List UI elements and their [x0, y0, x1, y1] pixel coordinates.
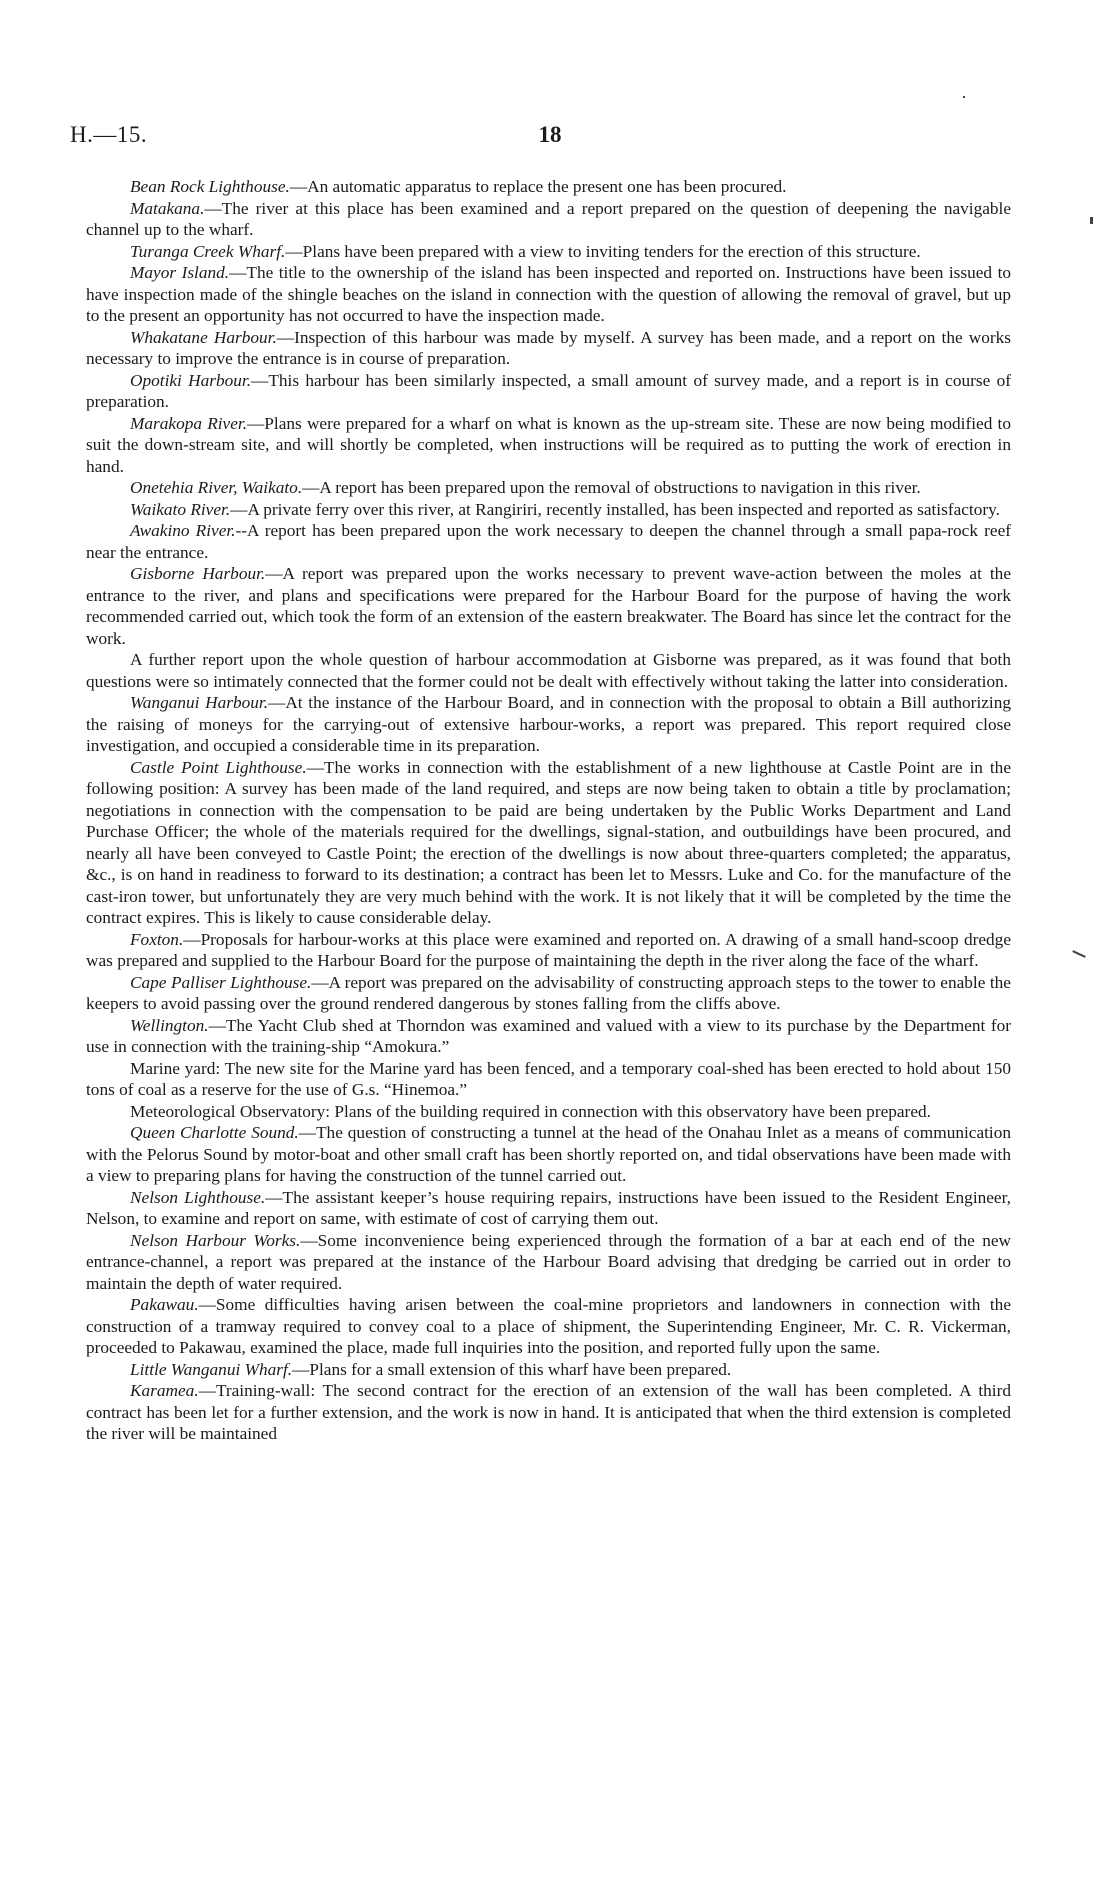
- paragraph-text: —An automatic apparatus to replace the present one has been procured.: [289, 177, 787, 196]
- scan-speck: [1090, 217, 1093, 224]
- paragraph-heading: Castle Point Lighthouse.: [130, 757, 307, 777]
- paragraph-text: —At the instance of the Harbour Board, and in connection with the proposal to obtain a Bill authorizing the raising of moneys for the carrying-out of extensive harbour-works, a report was prepared. This report required close investigation, and occupied a considerable time in its preparation.: [86, 693, 1011, 755]
- paragraph-text: —Inspection of this harbour was made by myself. A survey has been made, and a report on the works necessary to improve the entrance is in course of preparation.: [86, 327, 1011, 368]
- paragraph: [86, 477, 1011, 499]
- document-reference: H.—15.: [70, 122, 148, 147]
- paragraph-text: —A report was prepared upon the works necessary to prevent wave-action between the moles at the entrance to the river, and plans and specifications were prepared for the Harbour Board for the purpose of having the work recommended carried out, which took the form of an extension of the eastern breakwater. The Board has since let the contract for the work.: [86, 564, 1011, 648]
- paragraph-text: —The river at this place has been examined and a report prepared on the question of deepening the navigable channel up to the wharf.: [86, 198, 1011, 239]
- page-header: [70, 122, 562, 152]
- scan-speck: [963, 96, 965, 98]
- paragraph-heading: Whakatane Harbour.: [130, 327, 277, 347]
- paragraph-text: —Some inconvenience being experienced through the formation of a bar at each end of the new entrance-channel, a report was prepared at the instance of the Harbour Board advising that dredging be carried out in order to maintain the depth of water required.: [86, 1230, 1011, 1293]
- paragraph-text: —Plans have been prepared with a view to inviting tenders for the erection of this structure.: [285, 241, 921, 261]
- paragraph-text: —A report has been prepared upon the removal of obstructions to navigation in this river.: [302, 478, 921, 497]
- paragraph-text: Marine yard: The new site for the Marine yard has been fenced, and a temporary coal-shed has been erected to hold about 150 tons of coal as a reserve for the use of G.s. “Hinemoa.”: [86, 1058, 1011, 1099]
- paragraph: [86, 757, 1011, 929]
- paragraph-text: —The works in connection with the establishment of a new lighthouse at Castle Point are in the following position: A survey has been made of the land required, and steps are now being taken to obtain a title by proclamation; negotiations in connection with the compensation to be paid are being undertaken by the Public Works Department and Land Purchase Officer; the whole of the materials required for the dwellings, signal-station, and outbuildings have been procured, and nearly all have been conveyed to Castle Point; the erection of the dwellings is now about three-quarters completed; the apparatus, &c., is on hand in readiness to forward to its destination; a contract has been let to Messrs. Luke and Co. for the manufacture of the cast-iron tower, but unfortunately they are very much behind with the work. It is not likely that it will be completed by the time the contract expires. This is likely to cause considerable delay.: [86, 757, 1011, 927]
- paragraph: [86, 499, 1011, 521]
- paragraph-heading: Waikato River.: [130, 499, 231, 519]
- paragraph-heading: Little Wanganui Wharf.: [130, 1359, 293, 1379]
- paragraph-text: —Plans were prepared for a wharf on what is known as the up-stream site. These are now being modified to suit the down-stream site, and will shortly be completed, when instructions will be required as to putting the work of erection in hand.: [86, 413, 1011, 476]
- paragraph-heading: Karamea.: [130, 1381, 199, 1400]
- paragraph-text: —The Yacht Club shed at Thorndon was examined and valued with a view to its purchase by the Department for use in connection with the training-ship “Amokura.”: [86, 1015, 1011, 1056]
- paragraph-text: —A private ferry over this river, at Rangiriri, recently installed, has been inspected and reported as satisfactory.: [230, 499, 1000, 519]
- paragraph: [86, 1380, 1011, 1445]
- paragraph-text: —Training-wall: The second contract for the erection of an extension of the wall has been completed. A third contract has been let for a further extension, and the work is now in hand. It is anticipated that when the third extension is completed the river will be maintained: [86, 1381, 1011, 1443]
- paragraph-text: A further report upon the whole question of harbour accommodation at Gisborne was prepared, as it was found that both questions were so intimately connected that the former could not be dealt with effectively without taking the latter into consideration.: [86, 650, 1011, 691]
- paragraph: [86, 262, 1011, 327]
- paragraph: [86, 1101, 1011, 1123]
- paragraph: [86, 1122, 1011, 1187]
- paragraph-heading: Pakawau.: [130, 1295, 199, 1314]
- paragraph-text: Meteorological Observatory: Plans of the building required in connection with this observatory have been prepared.: [130, 1101, 931, 1121]
- paragraph-text: --A report has been prepared upon the work necessary to deepen the channel through a small papa-rock reef near the entrance.: [86, 521, 1011, 562]
- paragraph-text: —Some difficulties having arisen between the coal-mine proprietors and landowners in connection with the construction of a tramway required to convey coal to a place of shipment, the Superintending Engineer, Mr. C. R. Vickerman, proceeded to Pakawau, examined the place, made full inquiries into the position, and reported fully upon the same.: [86, 1295, 1011, 1357]
- paragraph-text: —The title to the ownership of the island has been inspected and reported on. Instructions have been issued to have inspection made of the shingle beaches on the island in connection with the question of allowing the removal of gravel, but up to the present an opportunity has not occurred to have the inspection made.: [86, 263, 1012, 325]
- paragraph-heading: Matakana.: [130, 198, 205, 218]
- paragraph-heading: Foxton.: [130, 929, 184, 949]
- paragraph-text: —The question of constructing a tunnel at the head of the Onahau Inlet as a means of communication with the Pelorus Sound by motor-boat and other small craft has been shortly reported on, and tidal observations have been made with a view to preparing plans for having the construction of the tunnel carried out.: [86, 1123, 1012, 1185]
- scan-speck: [1072, 950, 1086, 958]
- paragraph: [86, 370, 1011, 413]
- paragraph-heading: Opotiki Harbour.: [130, 370, 252, 390]
- paragraph: [86, 1015, 1011, 1058]
- paragraph: [86, 1058, 1011, 1101]
- paragraph-text: —Plans for a small extension of this wharf have been prepared.: [292, 1359, 732, 1379]
- paragraph-text: —The assistant keeper’s house requiring repairs, instructions have been issued to the Resident Engineer, Nelson, to examine and report on same, with estimate of cost of carrying them out.: [86, 1187, 1011, 1228]
- paragraph-heading: Mayor Island.: [130, 263, 230, 282]
- paragraph-text: —A report was prepared on the advisability of constructing approach steps to the tower to enable the keepers to avoid passing over the ground rendered dangerous by stones falling from the cliffs above.: [86, 972, 1011, 1013]
- paragraph: [86, 649, 1011, 692]
- paragraph-heading: Bean Rock Lighthouse.: [130, 177, 290, 196]
- paragraph-heading: Wanganui Harbour.: [130, 693, 269, 712]
- paragraph-heading: Gisborne Harbour.: [130, 564, 266, 583]
- paragraph: [86, 520, 1011, 563]
- paragraph-heading: Nelson Harbour Works.: [130, 1230, 301, 1250]
- paragraph-heading: Marakopa River.: [130, 413, 248, 433]
- paragraph: [86, 413, 1011, 478]
- paragraph-heading: Onetehia River, Waikato.: [130, 478, 303, 497]
- paragraph-text: —Proposals for harbour-works at this place were examined and reported on. A drawing of a small hand-scoop dredge was prepared and supplied to the Harbour Board for the purpose of maintaining the depth in the river along the face of the wharf.: [86, 929, 1011, 970]
- paragraph: [86, 972, 1011, 1015]
- paragraph: [86, 1230, 1011, 1295]
- paragraph: [86, 176, 1011, 198]
- page-number: 18: [538, 122, 562, 147]
- paragraph: [86, 929, 1011, 972]
- paragraph-heading: Queen Charlotte Sound.: [130, 1123, 299, 1142]
- paragraph: [86, 692, 1011, 757]
- paragraph-heading: Wellington.: [130, 1015, 209, 1035]
- paragraph-text: —This harbour has been similarly inspected, a small amount of survey made, and a report is in course of preparation.: [86, 370, 1011, 411]
- paragraph: [86, 198, 1011, 241]
- paragraph-heading: Turanga Creek Wharf.: [130, 241, 286, 261]
- report-text-body: [86, 176, 1011, 1445]
- paragraph: [86, 1187, 1011, 1230]
- paragraph: [86, 563, 1011, 649]
- paragraph: [86, 327, 1011, 370]
- paragraph: [86, 241, 1011, 263]
- paragraph-heading: Cape Palliser Lighthouse.: [130, 972, 312, 992]
- paragraph: [86, 1294, 1011, 1359]
- paragraph: [86, 1359, 1011, 1381]
- paragraph-heading: Awakino River.: [130, 521, 236, 540]
- paragraph-heading: Nelson Lighthouse.: [130, 1187, 266, 1207]
